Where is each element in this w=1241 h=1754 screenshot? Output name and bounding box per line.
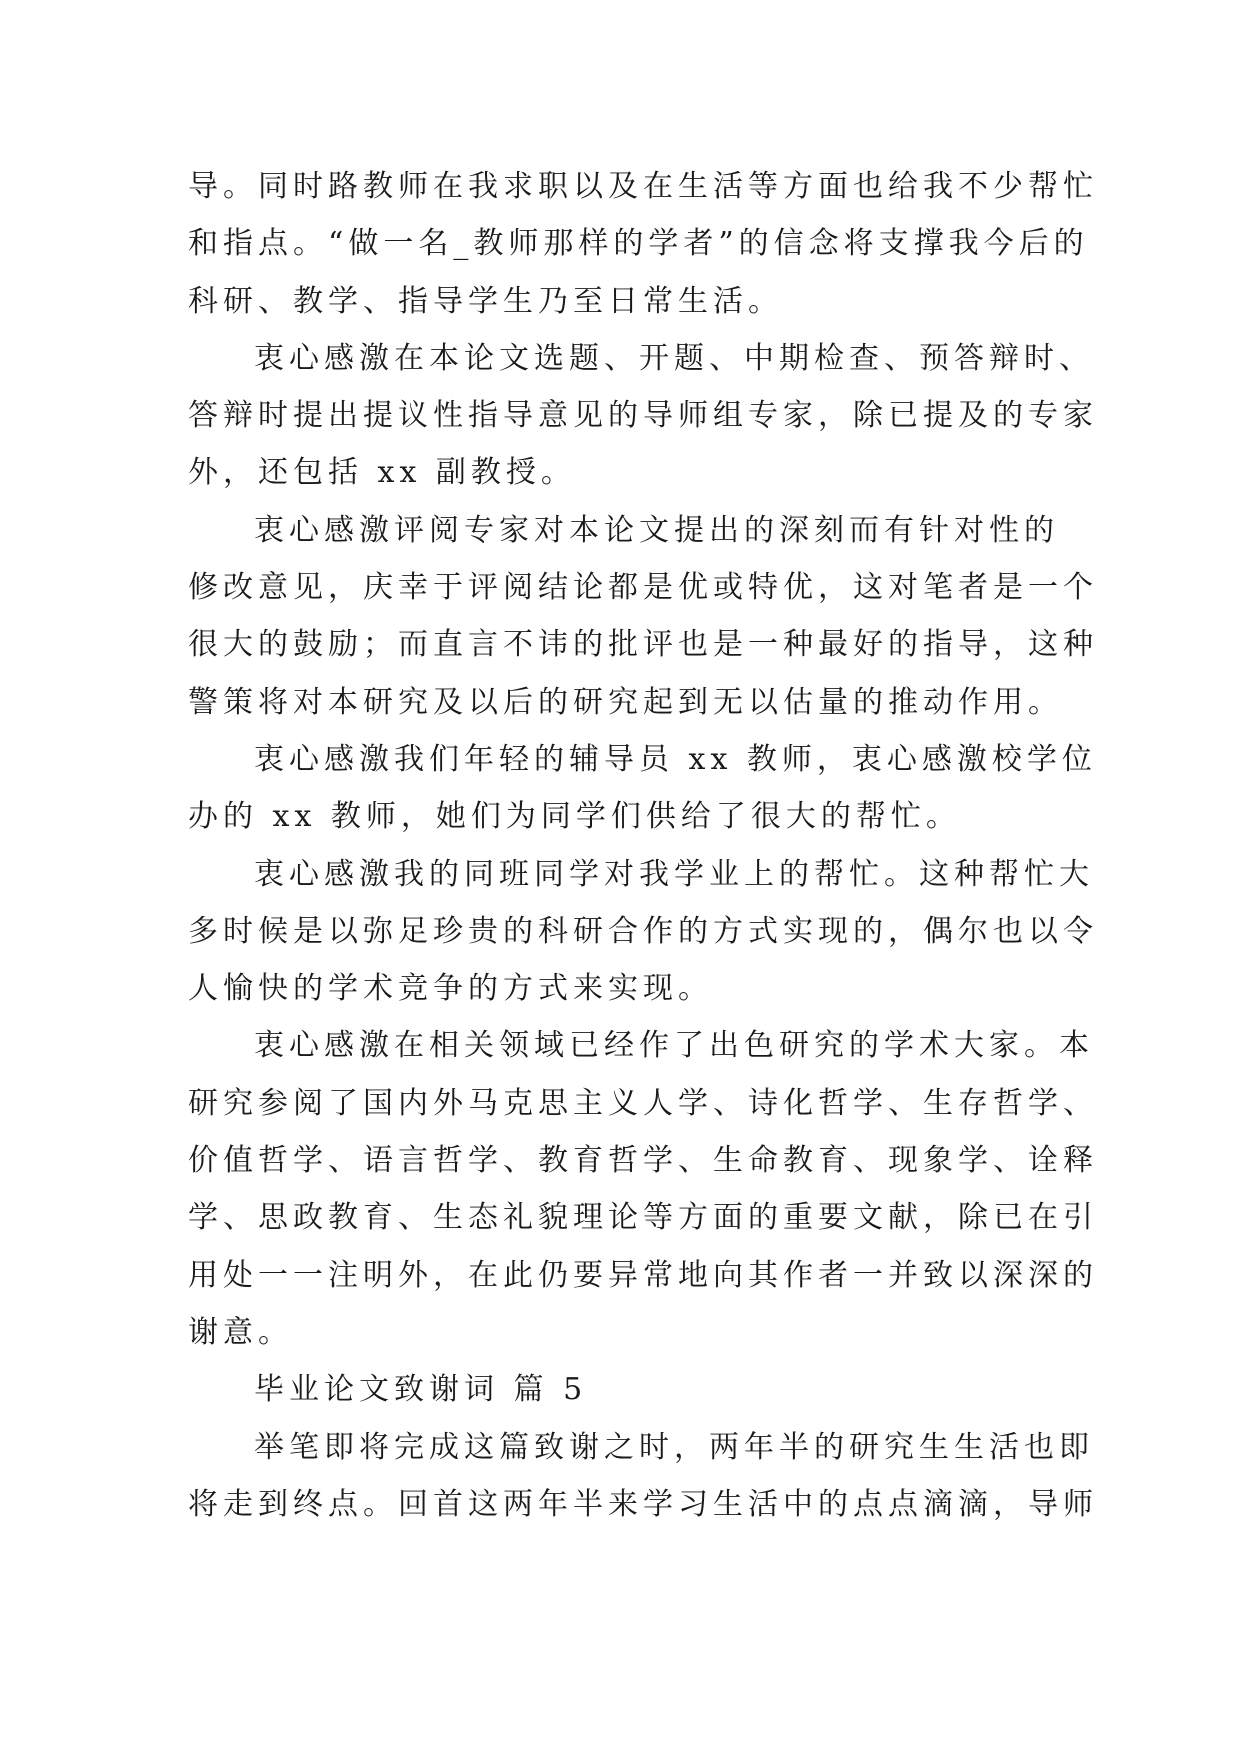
text-line: 谢意。 bbox=[188, 1314, 293, 1350]
text-line: 警策将对本研究及以后的研究起到无以估量的推动作用。 bbox=[188, 684, 1063, 720]
text-line: 衷心感激在相关领域已经作了出色研究的学术大家。本 bbox=[254, 1028, 1094, 1064]
text-line: 研究参阅了国内外马克思主义人学、诗化哲学、生存哲学、 bbox=[188, 1085, 1098, 1121]
text-line: 将走到终点。回首这两年半来学习生活中的点点滴滴，导师 bbox=[188, 1486, 1098, 1522]
paragraph-continuation bbox=[188, 158, 1098, 330]
text-line: 衷心感激我们年轻的辅导员 xx 教师，衷心感激校学位 bbox=[254, 741, 1097, 777]
paragraph-committee-thanks bbox=[188, 330, 1098, 502]
text-line: 很大的鼓励；而直言不讳的批评也是一种最好的指导，这种 bbox=[188, 627, 1098, 663]
text-line: 科研、教学、指导学生乃至日常生活。 bbox=[188, 283, 783, 319]
document-body bbox=[188, 158, 1098, 1533]
text-line: 答辩时提出提议性指导意见的导师组专家，除已提及的专家 bbox=[188, 398, 1098, 434]
text-line: 衷心感激评阅专家对本论文提出的深刻而有针对性的 bbox=[254, 512, 1059, 548]
text-line: 用处一一注明外，在此仍要异常地向其作者一并致以深深的 bbox=[188, 1257, 1098, 1293]
text-line: 导。同时路教师在我求职以及在生活等方面也给我不少帮忙 bbox=[188, 169, 1098, 204]
text-line: 衷心感激我的同班同学对我学业上的帮忙。这种帮忙大 bbox=[254, 856, 1094, 892]
paragraph-counselor-thanks bbox=[188, 731, 1097, 846]
text-line: 外，还包括 xx 副教授。 bbox=[188, 455, 576, 491]
text-line: 多时候是以弥足珍贵的科研合作的方式实现的，偶尔也以令 bbox=[188, 913, 1098, 949]
paragraph-classmate-thanks bbox=[188, 846, 1098, 1018]
text-line: 和指点。“做一名_教师那样的学者”的信念将支撑我今后的 bbox=[188, 226, 1089, 262]
text-line: 衷心感激在本论文选题、开题、中期检查、预答辩时、 bbox=[254, 340, 1094, 376]
paragraph-intro bbox=[188, 1419, 1098, 1534]
section-heading bbox=[188, 1361, 1058, 1418]
section-title: 毕业论文致谢词 篇 5 bbox=[254, 1372, 588, 1408]
text-line: 办的 xx 教师，她们为同学们供给了很大的帮忙。 bbox=[188, 799, 961, 835]
paragraph-scholar-thanks bbox=[188, 1017, 1098, 1361]
paragraph-reviewer-thanks bbox=[188, 502, 1098, 731]
text-line: 修改意见，庆幸于评阅结论都是优或特优，这对笔者是一个 bbox=[188, 570, 1098, 606]
text-line: 人愉快的学术竞争的方式来实现。 bbox=[188, 971, 713, 1007]
text-line: 学、思政教育、生态礼貌理论等方面的重要文献，除已在引 bbox=[188, 1200, 1098, 1236]
text-line: 举笔即将完成这篇致谢之时，两年半的研究生生活也即 bbox=[254, 1429, 1094, 1465]
text-line: 价值哲学、语言哲学、教育哲学、生命教育、现象学、诠释 bbox=[188, 1143, 1098, 1179]
